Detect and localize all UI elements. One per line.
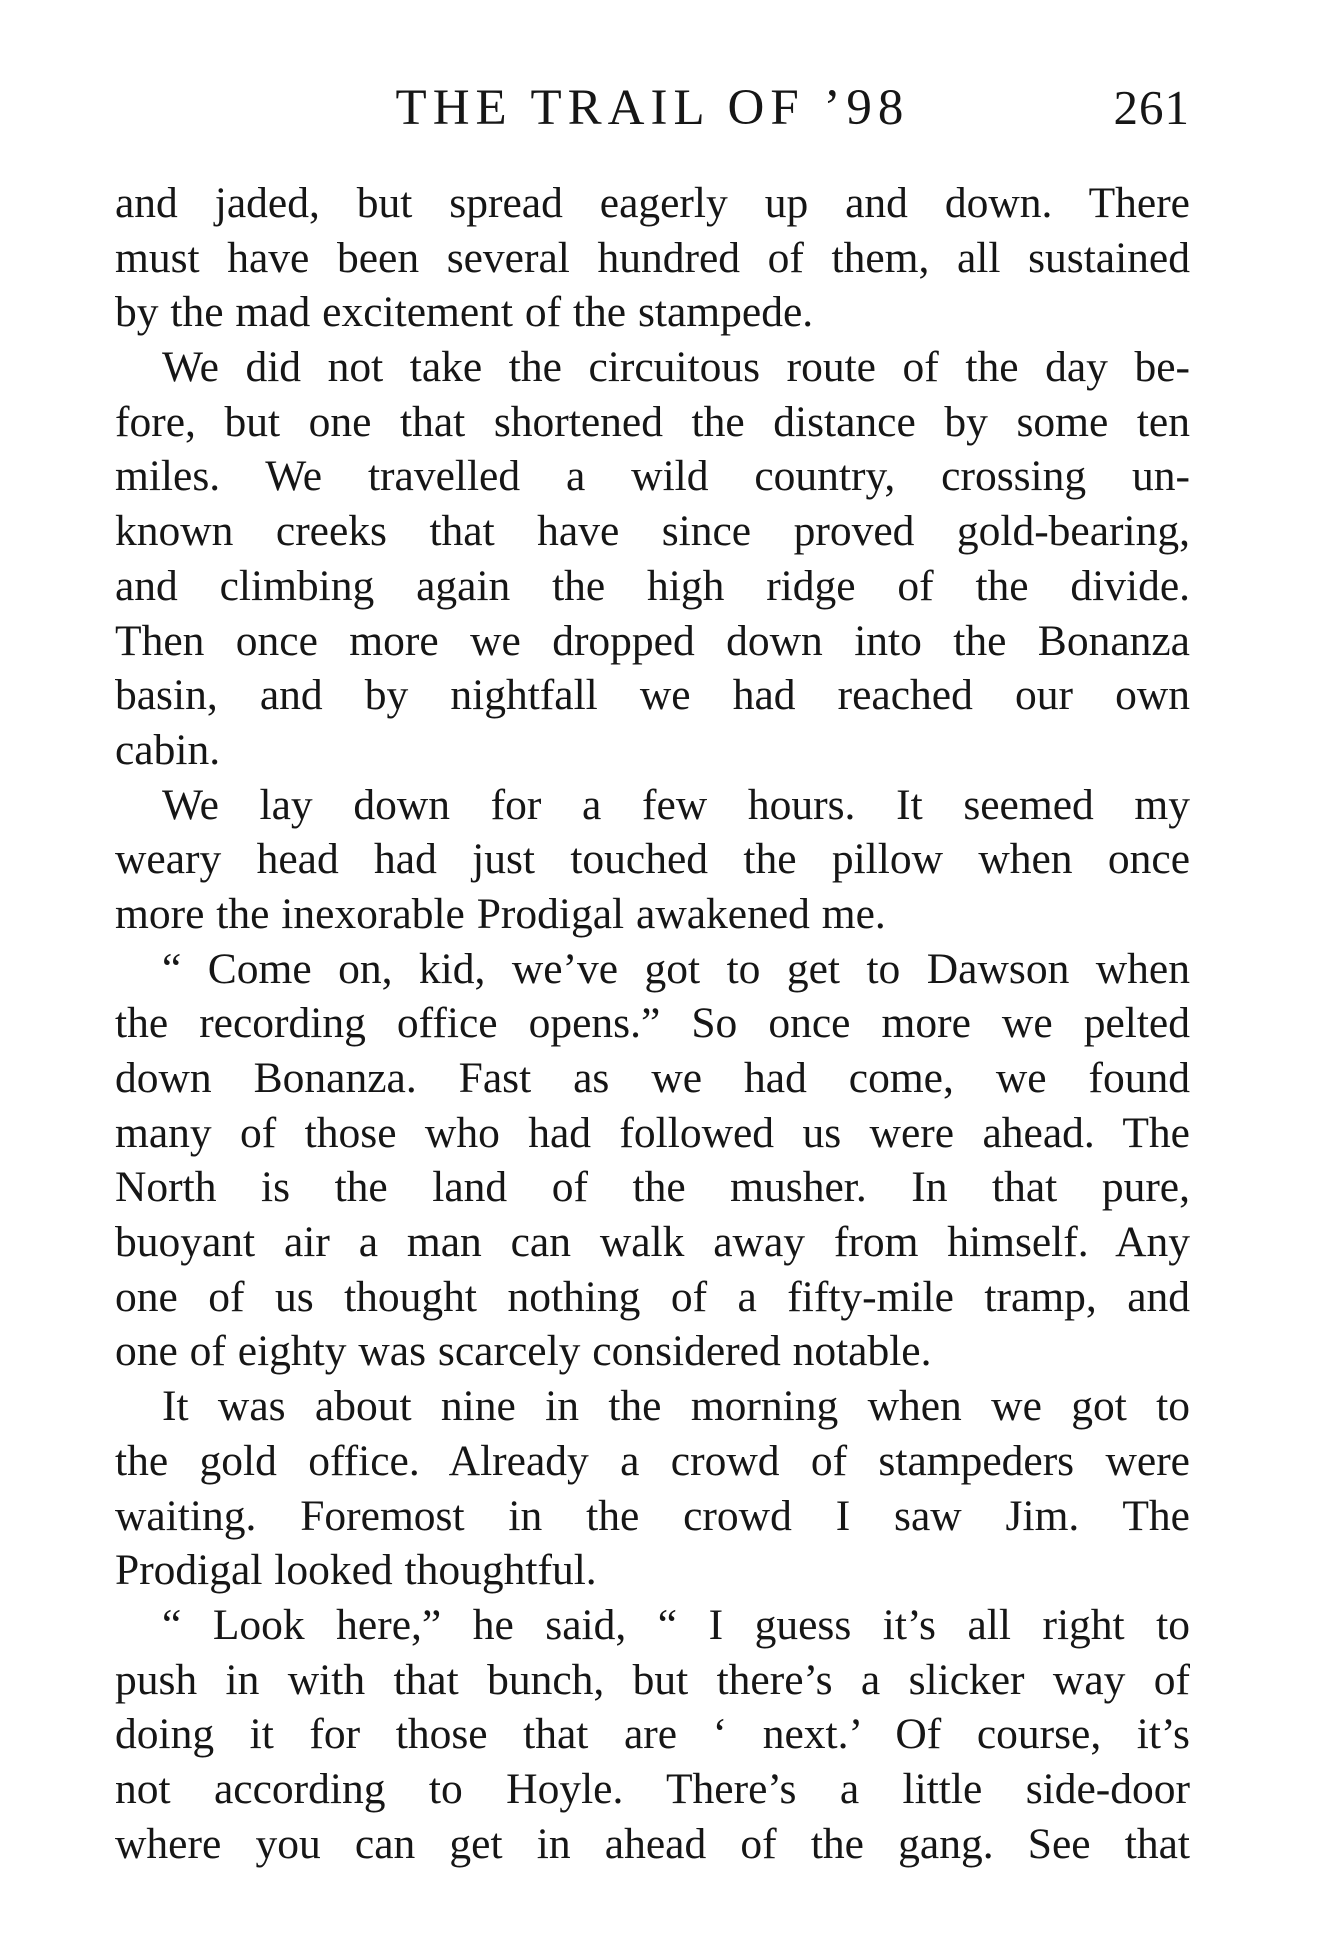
text-line: where you can get in ahead of the gang. See that [115,1819,1190,1868]
body-text [115,176,1190,1871]
text-line: basin, and by nightfall we had reached our own [115,671,1190,720]
text-line: We did not take the circuitous route of the day be- [162,343,1190,392]
text-line: cabin. [115,725,221,774]
text-line: It was about nine in the morning when we got to [162,1382,1190,1431]
text-line: Then once more we dropped down into the Bonanza [115,616,1190,665]
text-line: miles. We travelled a wild country, crossing un- [115,452,1190,501]
text-line: weary head had just touched the pillow when once [115,835,1190,884]
text-line: waiting. Foremost in the crowd I saw Jim. The [115,1491,1190,1540]
text-line: doing it for those that are ‘ next.’ Of course, it’s [115,1710,1190,1759]
text-line: fore, but one that shortened the distance by some ten [115,397,1190,446]
text-line: Prodigal looked thoughtful. [115,1546,597,1595]
text-line: “ Come on, kid, we’ve got to get to Dawson when [162,944,1190,993]
text-line: known creeks that have since proved gold-bearing, [115,507,1190,556]
text-line: by the mad excitement of the stampede. [115,288,814,337]
text-line: buoyant air a man can walk away from himself. Any [115,1218,1190,1267]
running-head [115,78,1190,148]
text-line: one of us thought nothing of a fifty-mile tramp, and [115,1272,1190,1321]
text-line: North is the land of the musher. In that pure, [115,1163,1190,1212]
text-line: the gold office. Already a crowd of stampeders were [115,1436,1190,1485]
text-line: We lay down for a few hours. It seemed my [162,780,1190,829]
text-line: and jaded, but spread eagerly up and down. There [115,179,1190,227]
text-line: many of those who had followed us were ahead. The [115,1108,1190,1157]
running-title: THE TRAIL OF ’98 [395,80,910,136]
text-line: the recording office opens.” So once more we pelted [115,999,1190,1048]
page-number: 261 [1113,80,1190,135]
text-line: one of eighty was scarcely considered notable. [115,1327,932,1376]
text-line: down Bonanza. Fast as we had come, we found [115,1054,1190,1102]
text-line: not according to Hoyle. There’s a little side-door [115,1764,1190,1813]
text-line: must have been several hundred of them, all sustained [115,233,1190,282]
text-line: more the inexorable Prodigal awakened me. [115,889,886,938]
text-line: push in with that bunch, but there’s a slicker way of [115,1655,1190,1704]
text-line: and climbing again the high ridge of the divide. [115,561,1190,610]
text-line: “ Look here,” he said, “ I guess it’s all right to [162,1600,1190,1649]
